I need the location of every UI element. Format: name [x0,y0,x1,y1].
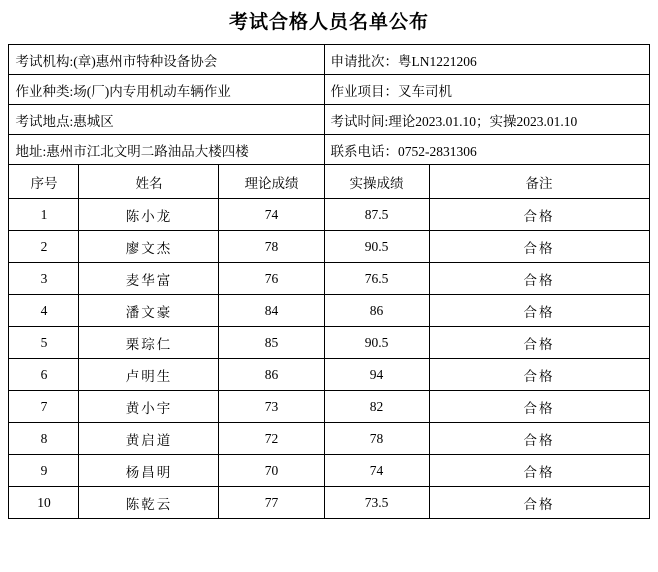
row-theory: 70 [219,455,324,487]
row-remark: 合格 [429,391,649,423]
table-row [9,391,649,423]
column-header-index: 序号 [9,165,79,199]
row-theory: 85 [219,327,324,359]
row-practical: 94 [324,359,429,391]
row-practical: 90.5 [324,327,429,359]
table-row [9,423,649,455]
column-header-practical: 实操成绩 [324,165,429,199]
row-theory: 86 [219,359,324,391]
exam-result-table [8,44,649,519]
table-header-row [9,165,649,199]
table-row [9,199,649,231]
row-name: 陈乾云 [79,487,219,519]
row-index: 10 [9,487,79,519]
info-left-2: 考试地点:惠城区 [9,105,324,135]
row-index: 8 [9,423,79,455]
table-row [9,487,649,519]
row-index: 4 [9,295,79,327]
row-name: 杨昌明 [79,455,219,487]
row-remark: 合格 [429,487,649,519]
row-remark: 合格 [429,327,649,359]
row-name: 陈小龙 [79,199,219,231]
row-theory: 73 [219,391,324,423]
row-practical: 87.5 [324,199,429,231]
row-remark: 合格 [429,199,649,231]
column-header-remark: 备注 [429,165,649,199]
page-title: 考试合格人员名单公布 [228,12,429,33]
table-row [9,263,649,295]
row-remark: 合格 [429,263,649,295]
row-index: 2 [9,231,79,263]
row-index: 9 [9,455,79,487]
info-right-0: 申请批次：粤LN1221206 [324,45,649,75]
row-name: 廖文杰 [79,231,219,263]
row-remark: 合格 [429,455,649,487]
info-left-3: 地址:惠州市江北文明二路油品大楼四楼 [9,135,324,165]
info-right-1: 作业项目：叉车司机 [324,75,649,105]
info-row [9,45,649,75]
row-practical: 82 [324,391,429,423]
row-practical: 73.5 [324,487,429,519]
info-left-0: 考试机构:(章)惠州市特种设备协会 [9,45,324,75]
row-index: 7 [9,391,79,423]
row-name: 黄启道 [79,423,219,455]
info-row [9,135,649,165]
info-left-1: 作业种类:场(厂)内专用机动车辆作业 [9,75,324,105]
info-right-2: 考试时间:理论2023.01.10；实操2023.01.10 [324,105,649,135]
row-name: 潘文豪 [79,295,219,327]
row-remark: 合格 [429,359,649,391]
table-row [9,231,649,263]
row-remark: 合格 [429,295,649,327]
row-name: 卢明生 [79,359,219,391]
row-practical: 90.5 [324,231,429,263]
row-name: 栗琮仁 [79,327,219,359]
column-header-name: 姓名 [79,165,219,199]
info-right-3: 联系电话：0752-2831306 [324,135,649,165]
row-practical: 76.5 [324,263,429,295]
row-remark: 合格 [429,231,649,263]
row-index: 1 [9,199,79,231]
info-row [9,75,649,105]
table-row [9,455,649,487]
info-row [9,105,649,135]
table-body [9,199,649,519]
row-name: 麦华富 [79,263,219,295]
row-remark: 合格 [429,423,649,455]
row-practical: 78 [324,423,429,455]
row-index: 3 [9,263,79,295]
column-header-theory: 理论成绩 [219,165,324,199]
row-theory: 72 [219,423,324,455]
table-row [9,359,649,391]
table-row [9,327,649,359]
row-theory: 76 [219,263,324,295]
row-theory: 78 [219,231,324,263]
row-theory: 77 [219,487,324,519]
row-practical: 86 [324,295,429,327]
row-name: 黄小宇 [79,391,219,423]
table-row [9,295,649,327]
row-practical: 74 [324,455,429,487]
row-theory: 84 [219,295,324,327]
row-index: 6 [9,359,79,391]
row-theory: 74 [219,199,324,231]
row-index: 5 [9,327,79,359]
